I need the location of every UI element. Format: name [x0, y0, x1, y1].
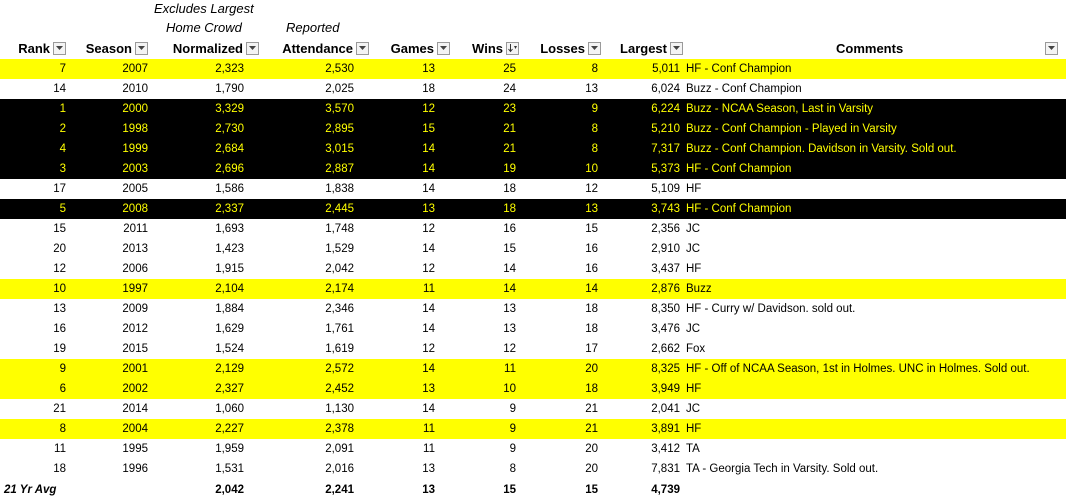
cell-attendance: 1,761	[325, 323, 354, 335]
cell-comments: HF	[686, 263, 702, 275]
cell-comments: Buzz - Conf Champion	[686, 83, 802, 95]
filter-dropdown-icon[interactable]	[246, 42, 259, 55]
cell-losses: 15	[585, 223, 598, 235]
cell-games: 11	[423, 443, 435, 455]
cell-losses: 8	[591, 123, 598, 135]
cell-games: 18	[422, 83, 435, 95]
cell-season: 2012	[122, 323, 148, 335]
cell-normalized: 1,884	[215, 303, 244, 315]
cell-largest: 3,743	[651, 203, 680, 215]
cell-normalized: 1,693	[215, 223, 244, 235]
cell-games: 12	[422, 223, 435, 235]
cell-rank: 12	[53, 263, 66, 275]
cell-comments: Buzz - NCAA Season, Last in Varsity	[686, 103, 874, 115]
cell-rank: 19	[53, 343, 66, 355]
cell-season: 2011	[123, 223, 148, 235]
cell-games: 14	[422, 363, 435, 375]
cell-wins: 21	[503, 143, 516, 155]
cell-games: 13	[422, 63, 435, 75]
column-header-rank-label: Rank	[18, 40, 50, 56]
cell-losses: 9	[591, 103, 598, 115]
cell-wins: 9	[509, 403, 516, 415]
column-header-row	[0, 38, 1066, 58]
cell-games: 14	[422, 323, 435, 335]
cell-season: 2000	[122, 103, 148, 115]
column-header-largest	[601, 38, 683, 58]
cell-normalized: 2,684	[215, 143, 244, 155]
cell-losses: 16	[585, 243, 598, 255]
cell-losses: 8	[591, 63, 598, 75]
cell-largest: 3,949	[651, 383, 680, 395]
filter-dropdown-icon[interactable]	[670, 42, 683, 55]
cell-season: 2015	[122, 343, 148, 355]
cell-largest: 8,325	[651, 363, 680, 375]
cell-losses: 20	[585, 463, 598, 475]
cell-losses: 17	[585, 343, 598, 355]
filter-dropdown-icon[interactable]	[1045, 42, 1058, 55]
cell-wins: 18	[503, 203, 516, 215]
cell-attendance: 2,530	[325, 63, 354, 75]
cell-losses: 16	[585, 263, 598, 275]
cell-season: 2009	[122, 303, 148, 315]
cell-normalized: 1,524	[215, 343, 244, 355]
column-header-games	[369, 38, 450, 58]
table-row[interactable]	[0, 159, 1066, 179]
cell-season: 2001	[122, 363, 148, 375]
cell-rank: 1	[59, 103, 66, 115]
cell-largest: 3,437	[651, 263, 680, 275]
column-header-rank	[0, 38, 66, 58]
cell-losses: 21	[585, 423, 598, 435]
cell-largest: 2,876	[651, 283, 680, 295]
column-header-losses	[519, 38, 601, 58]
cell-largest: 5,109	[651, 183, 680, 195]
cell-attendance: 2,042	[325, 263, 354, 275]
cell-wins: 16	[503, 223, 516, 235]
cell-largest: 3,891	[651, 423, 680, 435]
cell-games: 14	[422, 303, 435, 315]
cell-largest: 6,224	[651, 103, 680, 115]
cell-games: 11	[423, 423, 435, 435]
column-header-attendance-label: Attendance	[282, 40, 353, 56]
average-largest: 4,739	[651, 484, 680, 496]
cell-rank: 16	[53, 323, 66, 335]
cell-season: 2004	[122, 423, 148, 435]
cell-losses: 13	[585, 203, 598, 215]
cell-losses: 10	[585, 163, 598, 175]
cell-rank: 8	[59, 423, 66, 435]
cell-losses: 13	[585, 83, 598, 95]
cell-largest: 5,011	[652, 63, 680, 75]
cell-rank: 9	[59, 363, 66, 375]
cell-games: 12	[422, 343, 435, 355]
column-header-wins	[450, 38, 519, 58]
column-header-season	[66, 38, 148, 58]
cell-wins: 19	[503, 163, 516, 175]
cell-attendance: 1,529	[325, 243, 354, 255]
cell-attendance: 3,015	[325, 143, 354, 155]
cell-season: 2007	[122, 63, 148, 75]
filter-dropdown-icon[interactable]	[437, 42, 450, 55]
cell-largest: 5,373	[651, 163, 680, 175]
cell-season: 2002	[122, 383, 148, 395]
cell-attendance: 2,378	[325, 423, 354, 435]
cell-attendance: 2,016	[325, 463, 354, 475]
cell-normalized: 1,531	[215, 463, 244, 475]
filter-dropdown-icon[interactable]	[356, 42, 369, 55]
cell-losses: 21	[585, 403, 598, 415]
cell-wins: 13	[503, 303, 516, 315]
cell-season: 1998	[122, 123, 148, 135]
table-row[interactable]	[0, 359, 1066, 379]
cell-losses: 18	[585, 383, 598, 395]
cell-normalized: 2,323	[215, 63, 244, 75]
cell-largest: 2,356	[651, 223, 680, 235]
cell-largest: 2,041	[651, 403, 680, 415]
cell-season: 2005	[122, 183, 148, 195]
cell-losses: 18	[585, 323, 598, 335]
header-top-labels	[0, 0, 1066, 40]
table-row[interactable]	[0, 219, 1066, 239]
cell-attendance: 2,346	[325, 303, 354, 315]
cell-attendance: 2,895	[325, 123, 354, 135]
cell-season: 2008	[122, 203, 148, 215]
cell-largest: 7,317	[651, 143, 680, 155]
filter-dropdown-icon[interactable]	[135, 42, 148, 55]
cell-rank: 7	[59, 63, 66, 75]
header-reported: Reported	[286, 20, 340, 35]
table-row[interactable]	[0, 79, 1066, 99]
cell-rank: 10	[53, 283, 66, 295]
table-row[interactable]	[0, 239, 1066, 259]
cell-normalized: 1,586	[215, 183, 244, 195]
cell-wins: 11	[504, 363, 516, 375]
column-header-comments	[683, 38, 1058, 58]
cell-games: 13	[422, 383, 435, 395]
cell-wins: 25	[503, 63, 516, 75]
cell-attendance: 2,025	[325, 83, 354, 95]
column-header-wins-label: Wins	[472, 40, 503, 56]
cell-comments: Fox	[686, 343, 706, 355]
average-row	[0, 480, 1066, 500]
cell-rank: 20	[53, 243, 66, 255]
table-row[interactable]	[0, 319, 1066, 339]
cell-rank: 6	[59, 383, 66, 395]
cell-normalized: 1,915	[215, 263, 244, 275]
cell-wins: 14	[503, 263, 516, 275]
cell-normalized: 1,060	[215, 403, 244, 415]
cell-season: 1997	[122, 283, 148, 295]
cell-comments: TA - Georgia Tech in Varsity. Sold out.	[686, 463, 879, 475]
cell-wins: 8	[509, 463, 516, 475]
cell-rank: 13	[53, 303, 66, 315]
table-row[interactable]	[0, 59, 1066, 79]
cell-attendance: 1,838	[325, 183, 354, 195]
cell-attendance: 1,748	[325, 223, 354, 235]
table-row[interactable]	[0, 379, 1066, 399]
cell-normalized: 2,327	[215, 383, 244, 395]
cell-comments: HF - Off of NCAA Season, 1st in Holmes. UNC in Holmes. Sold out.	[686, 363, 1030, 375]
table-row[interactable]	[0, 279, 1066, 299]
cell-normalized: 1,629	[215, 323, 244, 335]
cell-comments: HF	[686, 383, 702, 395]
cell-comments: JC	[686, 223, 701, 235]
cell-season: 2013	[122, 243, 148, 255]
data-table-body	[0, 59, 1066, 479]
average-normalized: 2,042	[215, 484, 244, 496]
average-label: 21 Yr Avg	[4, 484, 57, 496]
cell-wins: 24	[503, 83, 516, 95]
column-header-normalized	[148, 38, 259, 58]
cell-games: 12	[422, 263, 435, 275]
cell-losses: 20	[585, 443, 598, 455]
column-header-losses-label: Losses	[540, 40, 585, 56]
cell-season: 1996	[122, 463, 148, 475]
cell-normalized: 2,104	[215, 283, 244, 295]
table-row[interactable]	[0, 459, 1066, 479]
table-row[interactable]	[0, 199, 1066, 219]
cell-attendance: 1,130	[325, 403, 354, 415]
table-row[interactable]	[0, 259, 1066, 279]
cell-comments: JC	[686, 403, 701, 415]
average-wins: 15	[503, 484, 516, 496]
column-header-comments-label: Comments	[836, 40, 904, 56]
cell-rank: 11	[54, 443, 66, 455]
cell-largest: 3,412	[651, 443, 680, 455]
cell-games: 14	[422, 403, 435, 415]
cell-rank: 18	[53, 463, 66, 475]
cell-attendance: 2,887	[325, 163, 354, 175]
column-header-largest-label: Largest	[620, 40, 667, 56]
cell-comments: HF	[686, 423, 702, 435]
cell-season: 1999	[122, 143, 148, 155]
cell-wins: 21	[503, 123, 516, 135]
cell-games: 14	[422, 163, 435, 175]
cell-rank: 3	[59, 163, 66, 175]
cell-wins: 23	[503, 103, 516, 115]
cell-wins: 9	[509, 443, 516, 455]
cell-games: 14	[422, 243, 435, 255]
cell-comments: Buzz	[686, 283, 712, 295]
cell-games: 15	[422, 123, 435, 135]
cell-largest: 3,476	[651, 323, 680, 335]
average-losses: 15	[585, 484, 598, 496]
cell-rank: 2	[59, 123, 66, 135]
cell-normalized: 2,730	[215, 123, 244, 135]
cell-season: 2006	[122, 263, 148, 275]
cell-comments: HF	[686, 183, 702, 195]
cell-losses: 18	[585, 303, 598, 315]
cell-comments: Buzz - Conf Champion - Played in Varsity	[686, 123, 897, 135]
cell-normalized: 3,329	[215, 103, 244, 115]
cell-normalized: 2,227	[215, 423, 244, 435]
cell-wins: 18	[503, 183, 516, 195]
cell-largest: 7,831	[651, 463, 680, 475]
header-home-crowd: Home Crowd	[166, 20, 242, 35]
column-header-attendance	[259, 38, 369, 58]
cell-games: 13	[422, 203, 435, 215]
cell-wins: 9	[509, 423, 516, 435]
cell-rank: 4	[59, 143, 66, 155]
cell-largest: 8,350	[651, 303, 680, 315]
table-row[interactable]	[0, 439, 1066, 459]
cell-comments: TA	[686, 443, 700, 455]
header-excludes-largest: Excludes Largest	[154, 1, 254, 16]
cell-comments: HF - Conf Champion	[686, 203, 792, 215]
cell-largest: 2,910	[651, 243, 680, 255]
cell-normalized: 1,959	[215, 443, 244, 455]
cell-normalized: 2,337	[215, 203, 244, 215]
cell-wins: 12	[503, 343, 516, 355]
cell-losses: 14	[585, 283, 598, 295]
cell-wins: 13	[503, 323, 516, 335]
column-header-season-label: Season	[85, 40, 132, 56]
sort-descending-icon[interactable]	[506, 42, 519, 55]
cell-normalized: 2,129	[215, 363, 244, 375]
cell-largest: 6,024	[651, 83, 680, 95]
cell-games: 14	[422, 143, 435, 155]
cell-rank: 21	[53, 403, 66, 415]
cell-attendance: 2,174	[325, 283, 354, 295]
cell-losses: 8	[591, 143, 598, 155]
cell-rank: 14	[53, 83, 66, 95]
cell-season: 2014	[122, 403, 148, 415]
cell-attendance: 1,619	[325, 343, 354, 355]
cell-comments: HF - Conf Champion	[686, 163, 792, 175]
cell-attendance: 2,572	[325, 363, 354, 375]
cell-attendance: 2,452	[325, 383, 354, 395]
cell-wins: 10	[503, 383, 516, 395]
cell-rank: 5	[59, 203, 66, 215]
table-row[interactable]	[0, 179, 1066, 199]
cell-wins: 14	[503, 283, 516, 295]
cell-largest: 2,662	[651, 343, 680, 355]
cell-losses: 20	[585, 363, 598, 375]
cell-attendance: 3,570	[325, 103, 354, 115]
cell-wins: 15	[503, 243, 516, 255]
table-row[interactable]	[0, 99, 1066, 119]
cell-attendance: 2,445	[325, 203, 354, 215]
cell-losses: 12	[585, 183, 598, 195]
cell-normalized: 1,790	[215, 83, 244, 95]
table-row[interactable]	[0, 299, 1066, 319]
cell-games: 11	[423, 283, 435, 295]
table-row[interactable]	[0, 339, 1066, 359]
filter-dropdown-icon[interactable]	[53, 42, 66, 55]
cell-attendance: 2,091	[325, 443, 354, 455]
average-attendance: 2,241	[325, 484, 354, 496]
cell-normalized: 2,696	[215, 163, 244, 175]
cell-comments: JC	[686, 243, 701, 255]
table-row[interactable]	[0, 399, 1066, 419]
table-row[interactable]	[0, 119, 1066, 139]
cell-comments: HF - Conf Champion	[686, 63, 792, 75]
cell-games: 14	[422, 183, 435, 195]
cell-normalized: 1,423	[215, 243, 244, 255]
cell-games: 13	[422, 463, 435, 475]
cell-largest: 5,210	[651, 123, 680, 135]
cell-rank: 15	[53, 223, 66, 235]
cell-comments: JC	[686, 323, 701, 335]
column-header-normalized-label: Normalized	[172, 40, 243, 56]
cell-comments: HF - Curry w/ Davidson. sold out.	[686, 303, 856, 315]
cell-rank: 17	[53, 183, 66, 195]
cell-games: 12	[422, 103, 435, 115]
table-row[interactable]	[0, 419, 1066, 439]
column-header-games-label: Games	[390, 40, 434, 56]
cell-season: 2010	[122, 83, 148, 95]
cell-season: 2003	[122, 163, 148, 175]
filter-dropdown-icon[interactable]	[588, 42, 601, 55]
cell-comments: Buzz - Conf Champion. Davidson in Varsity. Sold out.	[686, 143, 957, 155]
cell-season: 1995	[122, 443, 148, 455]
average-games: 13	[422, 484, 435, 496]
table-row[interactable]	[0, 139, 1066, 159]
